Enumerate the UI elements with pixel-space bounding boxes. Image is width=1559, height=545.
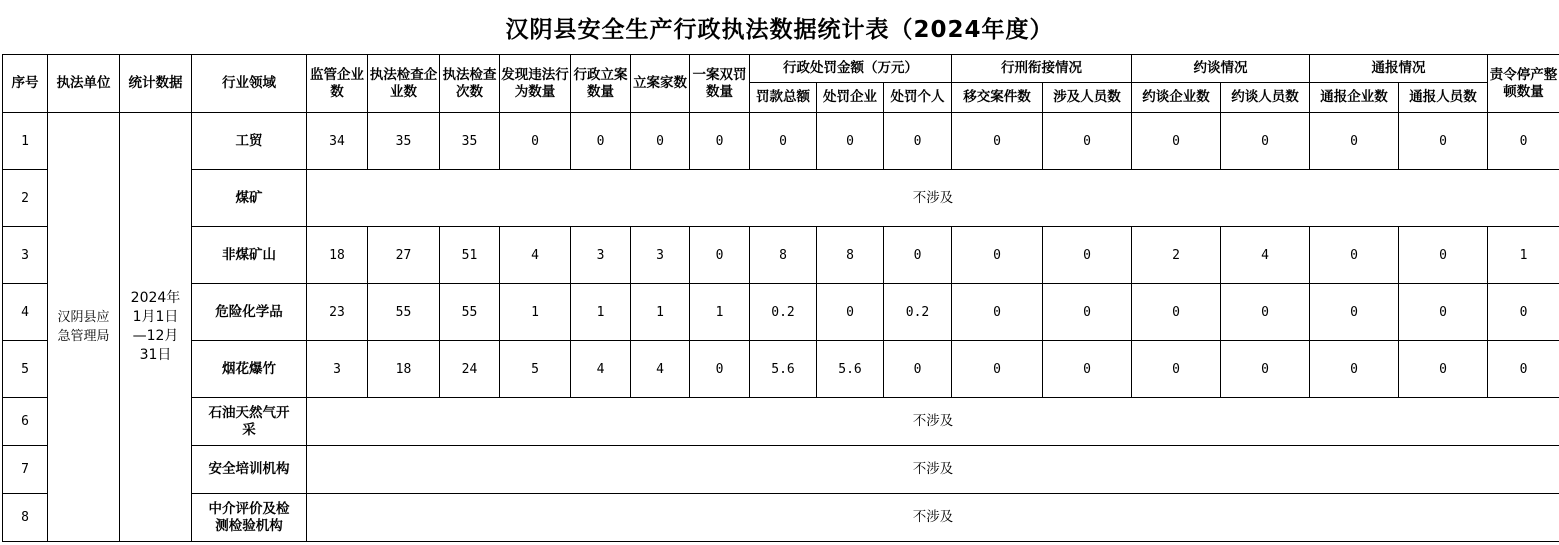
value-cell: 55 [440,284,500,341]
value-cell: 34 [307,113,368,170]
table-row [3,446,1559,494]
value-cell: 1 [571,284,631,341]
value-cell: 0 [1132,113,1221,170]
value-cell: 0 [952,341,1043,398]
header-transferred-cases: 移交案件数 [952,83,1043,113]
table-row [3,341,1559,398]
value-cell: 0 [1399,227,1488,284]
table-row [3,398,1559,446]
value-cell: 24 [440,341,500,398]
header-notify-enterprises: 通报企业数 [1310,83,1399,113]
value-cell: 8 [817,227,884,284]
table-row [3,284,1559,341]
header-industry: 行业领域 [192,55,307,113]
value-cell: 0 [884,227,952,284]
value-cell: 0 [750,113,817,170]
value-cell: 0 [1310,113,1399,170]
value-cell: 0 [1221,341,1310,398]
value-cell: 0 [690,341,750,398]
table-row [3,113,1559,170]
value-cell: 5.6 [750,341,817,398]
value-cell: 0 [1310,284,1399,341]
header-inspection-times: 执法检查次数 [440,55,500,113]
header-period: 统计数据 [120,55,192,113]
value-cell: 4 [1221,227,1310,284]
header-interview-group: 约谈情况 [1132,55,1310,83]
value-cell: 0 [884,341,952,398]
value-cell: 3 [571,227,631,284]
value-cell: 0 [1399,284,1488,341]
value-cell: 0 [1043,113,1132,170]
value-cell: 35 [368,113,440,170]
value-cell: 0 [690,227,750,284]
not-applicable-cell: 不涉及 [307,398,1559,446]
value-cell: 0.2 [884,284,952,341]
value-cell: 0 [1221,113,1310,170]
header-cases-filed: 立案家数 [631,55,690,113]
seq-cell: 2 [3,170,48,227]
value-cell: 0 [1221,284,1310,341]
value-cell: 0 [952,227,1043,284]
table-row [3,170,1559,227]
value-cell: 55 [368,284,440,341]
value-cell: 2 [1132,227,1221,284]
value-cell: 0 [1399,341,1488,398]
value-cell: 1 [1488,227,1559,284]
value-cell: 4 [500,227,571,284]
header-row-1 [3,55,1559,83]
period-cell: 2024年1月1日—12月31日 [120,113,192,542]
industry-cell: 中介评价及检测检验机构 [192,494,307,542]
value-cell: 0 [500,113,571,170]
value-cell: 0 [571,113,631,170]
seq-cell: 7 [3,446,48,494]
industry-cell: 危险化学品 [192,284,307,341]
value-cell: 0 [1132,341,1221,398]
header-penalty-group: 行政处罚金额（万元） [750,55,952,83]
value-cell: 0 [1310,227,1399,284]
value-cell: 4 [631,341,690,398]
seq-cell: 4 [3,284,48,341]
value-cell: 0 [631,113,690,170]
seq-cell: 3 [3,227,48,284]
value-cell: 0 [1043,227,1132,284]
header-notify-persons: 通报人员数 [1399,83,1488,113]
not-applicable-cell: 不涉及 [307,446,1559,494]
table-row [3,227,1559,284]
value-cell: 18 [307,227,368,284]
industry-cell: 非煤矿山 [192,227,307,284]
header-penalty-total: 罚款总额 [750,83,817,113]
value-cell: 4 [571,341,631,398]
value-cell: 18 [368,341,440,398]
value-cell: 0 [690,113,750,170]
value-cell: 0 [952,113,1043,170]
value-cell: 0 [1043,284,1132,341]
value-cell: 5.6 [817,341,884,398]
header-inspected-enterprises: 执法检查企业数 [368,55,440,113]
not-applicable-cell: 不涉及 [307,170,1559,227]
header-seq: 序号 [3,55,48,113]
value-cell: 0 [1132,284,1221,341]
unit-cell: 汉阴县应急管理局 [48,113,120,542]
seq-cell: 8 [3,494,48,542]
industry-cell: 煤矿 [192,170,307,227]
statistics-table [2,54,1559,542]
value-cell: 27 [368,227,440,284]
value-cell: 0 [1399,113,1488,170]
value-cell: 1 [690,284,750,341]
value-cell: 0.2 [750,284,817,341]
value-cell: 3 [631,227,690,284]
value-cell: 0 [1488,284,1559,341]
value-cell: 0 [1488,113,1559,170]
header-admin-cases: 行政立案数量 [571,55,631,113]
value-cell: 0 [884,113,952,170]
header-suspension: 责令停产整顿数量 [1488,55,1559,113]
value-cell: 8 [750,227,817,284]
value-cell: 3 [307,341,368,398]
value-cell: 0 [952,284,1043,341]
value-cell: 0 [1488,341,1559,398]
header-persons-involved: 涉及人员数 [1043,83,1132,113]
value-cell: 1 [500,284,571,341]
page-title: 汉阴县安全生产行政执法数据统计表（2024年度） [505,16,1054,43]
header-notify-group: 通报情况 [1310,55,1488,83]
table-row [3,494,1559,542]
value-cell: 0 [817,284,884,341]
seq-cell: 6 [3,398,48,446]
value-cell: 35 [440,113,500,170]
value-cell: 23 [307,284,368,341]
header-penalty-individual: 处罚个人 [884,83,952,113]
industry-cell: 烟花爆竹 [192,341,307,398]
header-supervised: 监管企业数 [307,55,368,113]
value-cell: 0 [1043,341,1132,398]
header-violations: 发现违法行为数量 [500,55,571,113]
not-applicable-cell: 不涉及 [307,494,1559,542]
value-cell: 5 [500,341,571,398]
industry-cell: 安全培训机构 [192,446,307,494]
industry-cell: 石油天然气开采 [192,398,307,446]
industry-cell: 工贸 [192,113,307,170]
header-dual-penalty: 一案双罚数量 [690,55,750,113]
value-cell: 1 [631,284,690,341]
value-cell: 51 [440,227,500,284]
value-cell: 0 [817,113,884,170]
header-penalty-enterprise: 处罚企业 [817,83,884,113]
value-cell: 0 [1310,341,1399,398]
header-interview-enterprises: 约谈企业数 [1132,83,1221,113]
header-unit: 执法单位 [48,55,120,113]
header-criminal-group: 行刑衔接情况 [952,55,1132,83]
seq-cell: 5 [3,341,48,398]
seq-cell: 1 [3,113,48,170]
header-interview-persons: 约谈人员数 [1221,83,1310,113]
